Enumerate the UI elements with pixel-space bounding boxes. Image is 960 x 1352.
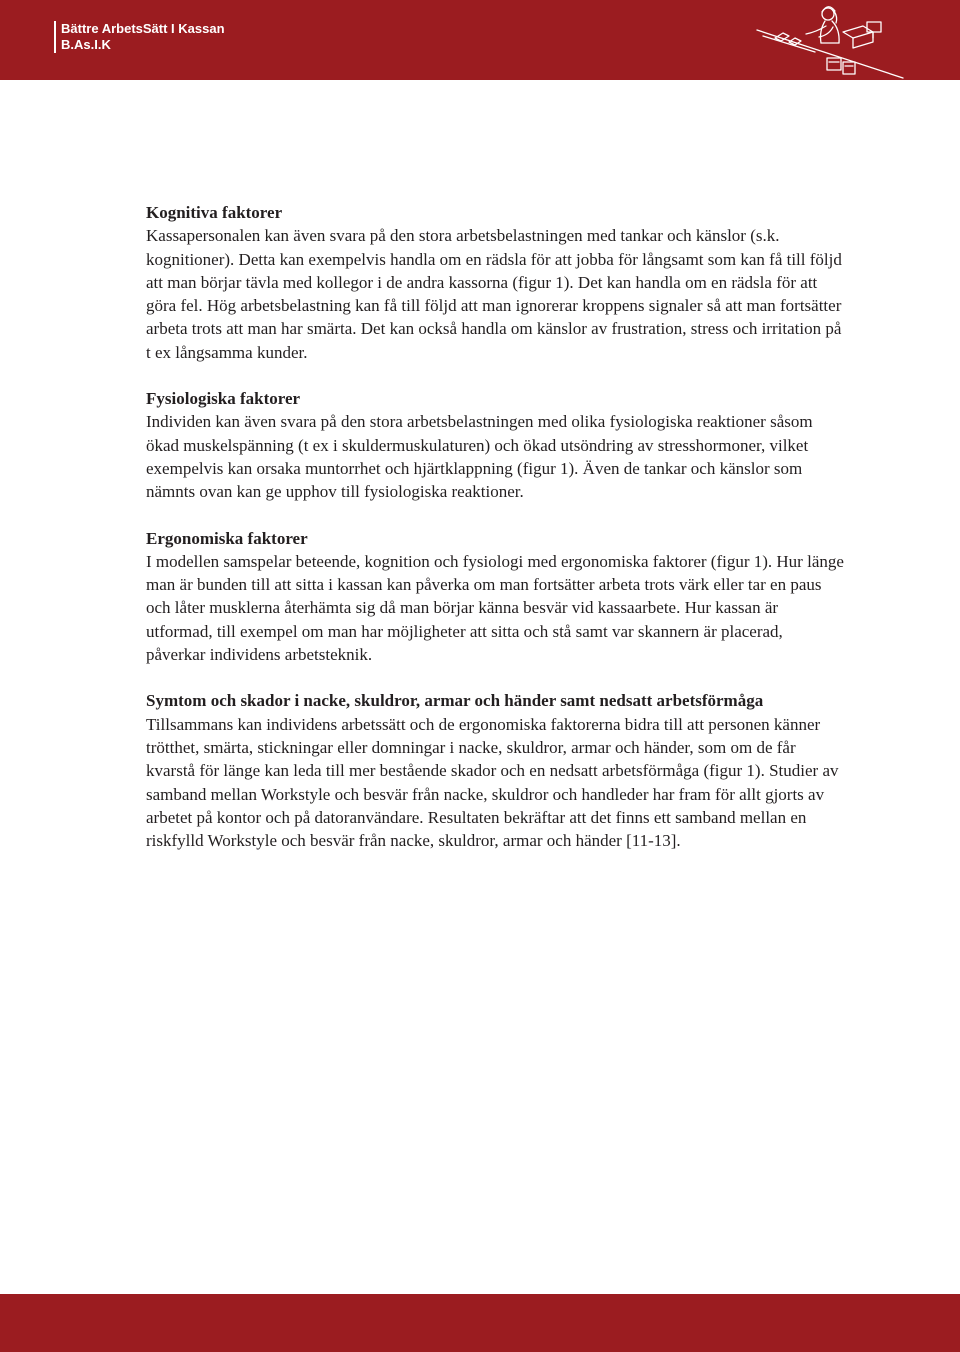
section-heading: Ergonomiska faktorer: [146, 528, 308, 548]
section-symtom: [146, 689, 846, 852]
brand-title: Bättre ArbetsSätt I Kassan: [61, 21, 225, 36]
section-fysiologiska: [146, 387, 846, 503]
section-paragraph: Kassapersonalen kan även svara på den stora arbetsbelastningen med tankar och känslor (s.k. kognitioner). Detta kan exempelvis handla om en rädsla för att jobba för långsamt som kan få till följd att man börjar tävla med kollegor i de andra kassorna (figur 1). Det kan handla om en rädsla för att göra fel. Hög arbetsbelastning kan få till följd att man ignorerar kroppens signaler så att man fortsätter arbeta trots att man har smärta. Det kan också handla om känslor av frustration, stress och irritation på t ex långsamma kunder.: [146, 226, 842, 362]
cashier-illustration-icon: [755, 2, 905, 80]
article-body: [146, 201, 846, 875]
brand-acronym: B.As.I.K: [61, 37, 111, 52]
header-bar: [0, 0, 960, 80]
footer-bar: [0, 1294, 960, 1352]
section-kognitiva: [146, 201, 846, 364]
section-heading: Symtom och skador i nacke, skuldror, armar och händer samt nedsatt arbetsförmåga: [146, 691, 764, 711]
section-heading: Kognitiva faktorer: [146, 203, 283, 222]
section-paragraph: Tillsammans kan individens arbetssätt och de ergonomiska faktorerna bidra till att personen känner trötthet, smärta, stickningar eller domningar i nacke, skuldror, armar och händer, som om de får kvarstå för länge kan leda till mer bestående skador och en nedsatt arbetsförmåga (figur 1). Studier av samband mellan Workstyle och besvär från nacke, skuldror och handleder har fram för allt gjorts av arbetet på kontor och på datoranvändare. Resultaten bekräftar att det finns ett samband mellan en riskfylld Workstyle och besvär från nacke, skuldror, armar och händer [11-13].: [146, 714, 839, 851]
section-paragraph: I modellen samspelar beteende, kognition och fysiologi med ergonomiska faktorer (figur 1). Hur länge man är bunden till att sitta i kassan kan påverka om man fortsätter arbeta trots värk eller tar en paus och låter musklerna återhämta sig då man börjar känna besvär vid kassaarbete. Hur kassan är utformad, till exempel om man har möjligheter att sitta och stå samt var skannern är placerad, påverkar individens arbetsteknik.: [146, 551, 844, 665]
section-paragraph: Individen kan även svara på den stora arbetsbelastningen med olika fysiologiska reaktioner såsom ökad muskelspänning (t ex i skuldermuskulaturen) och ökad utsöndring av stresshormoner, vilket exempelvis kan orsaka muntorrhet och hjärtklappning (figur 1). Även de tankar och känslor som nämnts ovan kan ge upphov till fysiologiska reaktioner.: [146, 412, 813, 502]
section-heading: Fysiologiska faktorer: [146, 389, 301, 409]
brand-logo-text: [54, 21, 225, 53]
section-ergonomiska: [146, 527, 846, 667]
